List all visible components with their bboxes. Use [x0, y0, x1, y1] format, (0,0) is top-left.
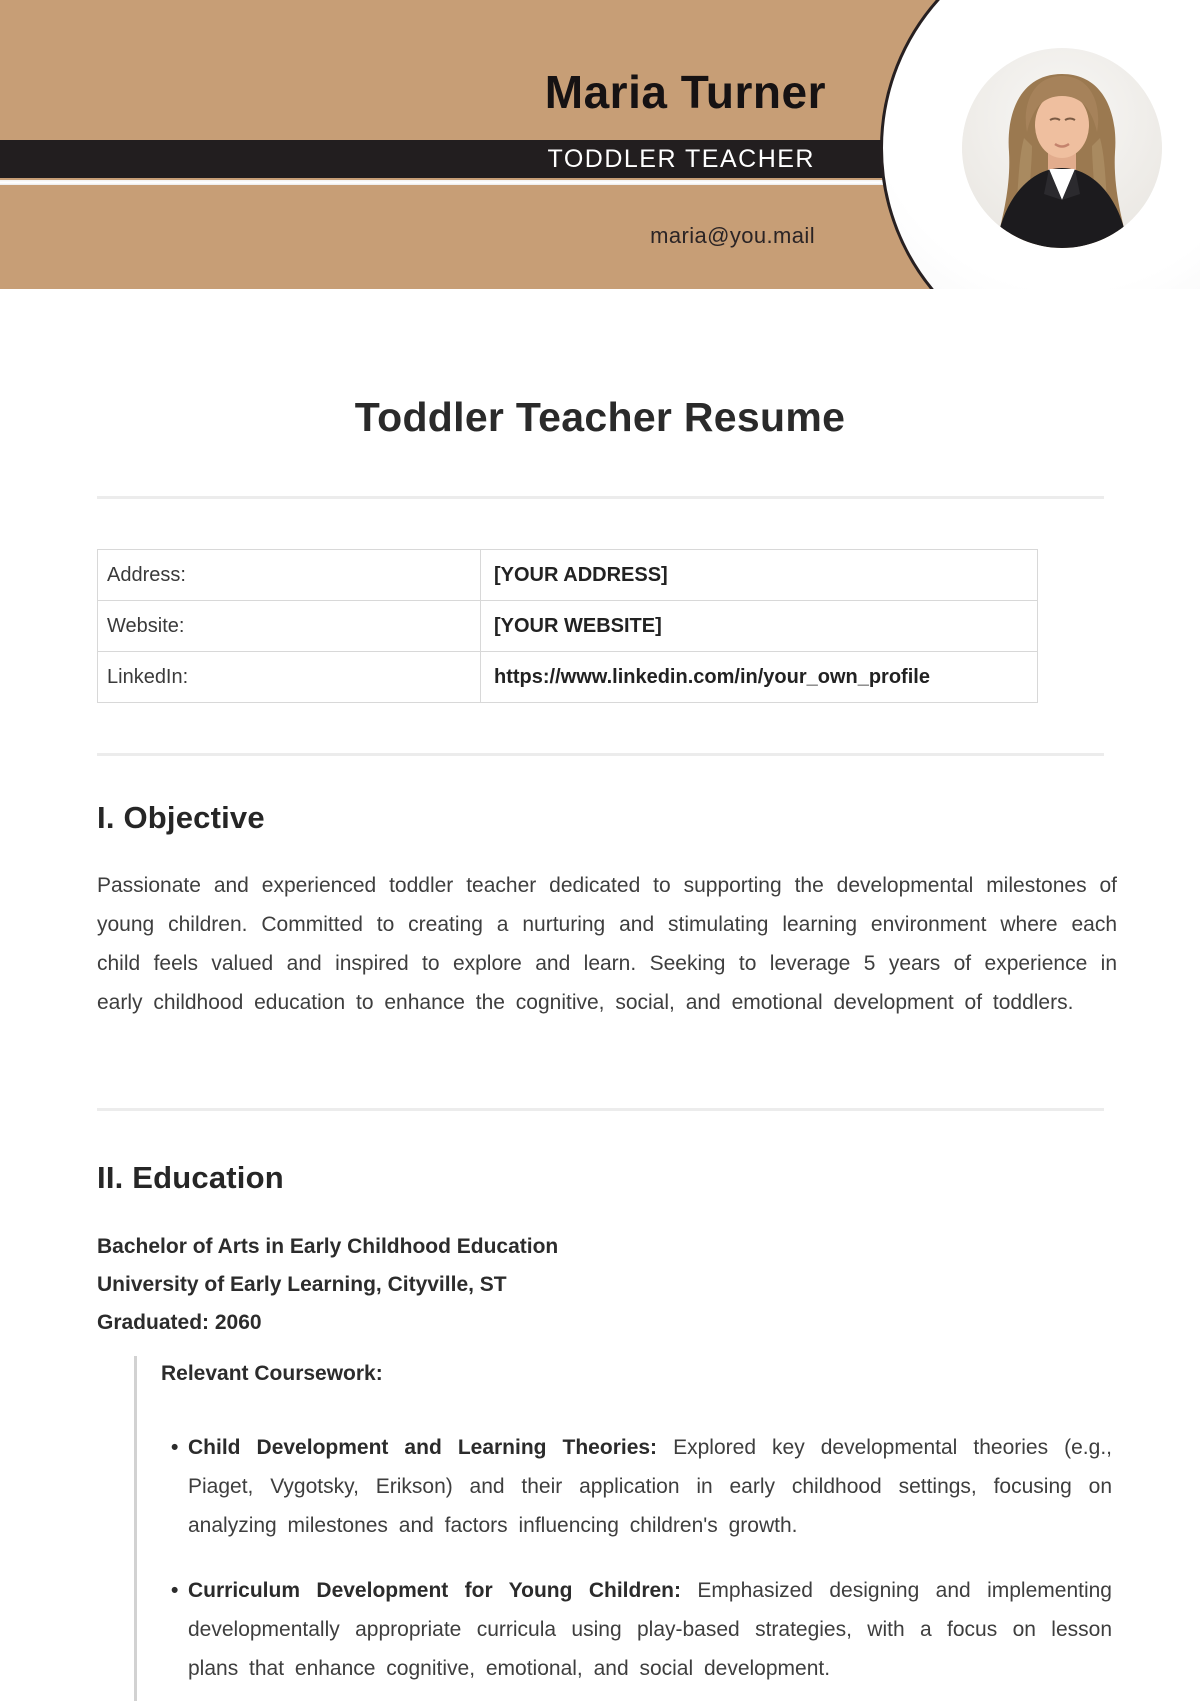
- person-name: Maria Turner: [544, 66, 826, 118]
- profile-photo: [962, 48, 1162, 248]
- section-heading-education: II. Education: [97, 1160, 284, 1195]
- education-degree: Bachelor of Arts in Early Childhood Education: [97, 1235, 559, 1258]
- divider: [97, 753, 1104, 756]
- table-row: [98, 601, 1038, 652]
- education-graduated: Graduated: 2060: [97, 1311, 262, 1334]
- course-title: Curriculum Development for Young Children:: [188, 1579, 681, 1602]
- page-title: Toddler Teacher Resume: [354, 394, 846, 440]
- list-item: [188, 1428, 1112, 1545]
- contact-value: [YOUR WEBSITE]: [481, 601, 1038, 652]
- contact-table: [97, 549, 1038, 703]
- course-title: Child Development and Learning Theories:: [188, 1436, 658, 1459]
- objective-paragraph: Passionate and experienced toddler teacher dedicated to supporting the developmental milestones of young children. Committed to creating a nurturing and stimulating learning environment where each child feels valued and inspired to explore and learn. Seeking to leverage 5 years of experience in early childhood education to enhance the cognitive, social, and emotional development of toddlers.: [97, 874, 1117, 1014]
- contact-label: Address:: [98, 550, 481, 601]
- contact-label: Website:: [98, 601, 481, 652]
- course-description: Emphasized designing and implementing developmentally appropriate curricula using play-based strategies, with a focus on lesson plans that enhance cognitive, emotional, and social development.: [188, 1579, 1112, 1680]
- course-list: [161, 1428, 1112, 1688]
- list-item: [188, 1571, 1112, 1688]
- coursework-block: [134, 1356, 1112, 1701]
- coursework-label: Relevant Coursework:: [161, 1362, 383, 1385]
- table-row: [98, 652, 1038, 703]
- email-text: maria@you.mail: [650, 223, 815, 248]
- contact-value: https://www.linkedin.com/in/your_own_profile: [481, 652, 1038, 703]
- contact-label: LinkedIn:: [98, 652, 481, 703]
- contact-value: [YOUR ADDRESS]: [481, 550, 1038, 601]
- section-heading-objective: I. Objective: [97, 800, 265, 835]
- education-details: [97, 1228, 1117, 1342]
- header-banner: [0, 0, 1200, 289]
- divider: [97, 496, 1104, 499]
- education-school: University of Early Learning, Cityville, ST: [97, 1273, 507, 1296]
- divider: [97, 1108, 1104, 1111]
- table-row: [98, 550, 1038, 601]
- job-title: TODDLER TEACHER: [547, 144, 815, 173]
- profile-photo-illustration: [962, 48, 1162, 248]
- course-description: Explored key developmental theories (e.g., Piaget, Vygotsky, Erikson) and their application in early childhood settings, focusing on analyzing milestones and factors influencing children's growth.: [188, 1436, 1112, 1537]
